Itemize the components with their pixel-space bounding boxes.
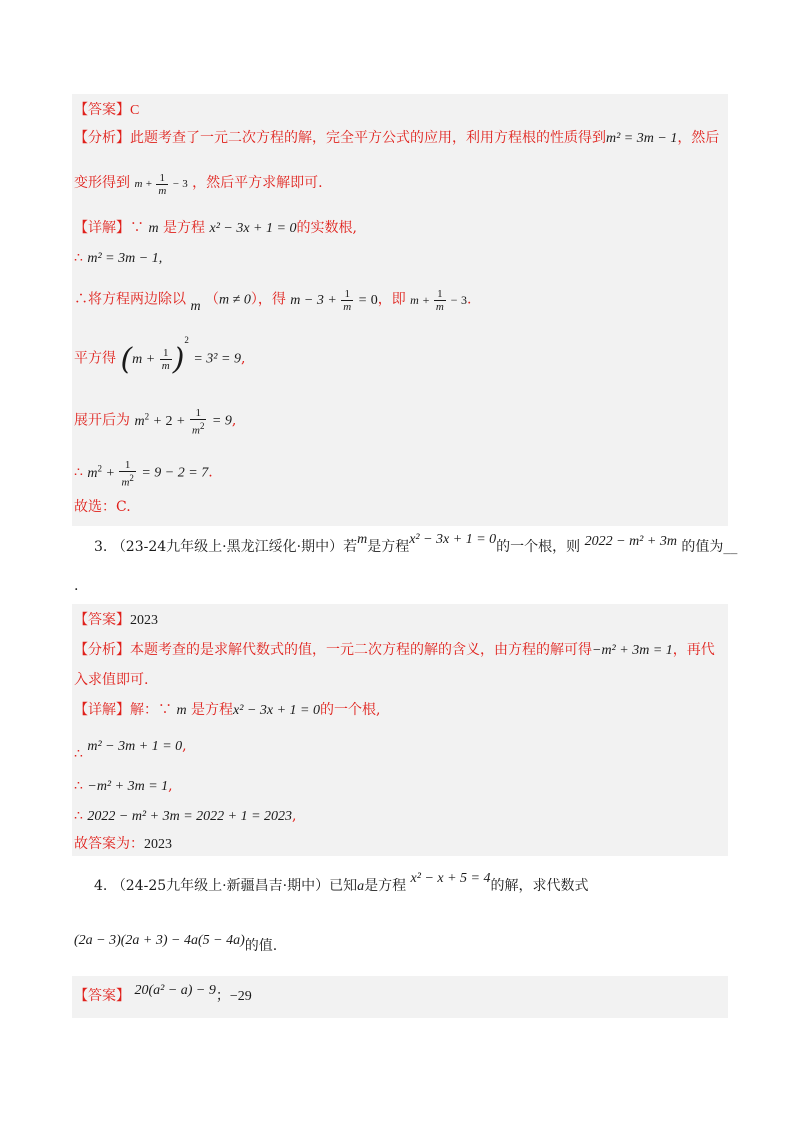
therefore-symbol: ∴ bbox=[74, 250, 83, 266]
q2-answer-line bbox=[74, 100, 139, 121]
q3-detail-line-1: 【详解】解：∵ m 是方程x² − 3x + 1 = 0的一个根, bbox=[74, 702, 381, 718]
question-number: 3. bbox=[94, 539, 108, 555]
target-expression: (2a − 3)(2a + 3) − 4a(5 − 4a) bbox=[74, 933, 245, 948]
answer-value: 2023 bbox=[130, 613, 158, 628]
divided-equation: m − 3 + $\frac{1}{m}$ = 0 bbox=[290, 288, 378, 313]
q2-step-2: ∴将方程两边除以 m （m ≠ 0），得 m − 3 + $\frac{1}{m}$ = 0，即 m + $\frac{1}{m}$ − 3. bbox=[74, 288, 472, 314]
equation: x² − 3x + 1 = 0 bbox=[209, 221, 297, 236]
equation: x² − 3x + 1 = 0 bbox=[409, 532, 497, 547]
q2-step-5: ∴ $m^2$ + $\frac{1}{m^2}$ = 9 − 2 = 7. bbox=[74, 458, 213, 489]
question-number: 4. bbox=[94, 878, 108, 894]
q2-step-3: 平方得 (m + $\frac{1}{m}$ )$^2$ = 3² = 9, bbox=[74, 335, 246, 377]
expanded-expression: $m^2 + 2$ + $\frac{1}{m^2}$ bbox=[134, 406, 205, 437]
answer-value: C bbox=[130, 103, 140, 118]
squared-expression: (m + $\frac{1}{m}$ )$^2$ bbox=[120, 335, 189, 377]
q2-detail-line-1: 【详解】∵ m 是方程 x² − 3x + 1 = 0的实数根, bbox=[74, 220, 357, 236]
q2-analysis-line-1: 【分析】此题考查了一元二次方程的解，完全平方公式的应用，利用方程根的性质得到m² = 3m − 1，然后 bbox=[74, 130, 720, 146]
fraction-expression: m + $\frac{1}{m}$ − 3 bbox=[134, 172, 188, 197]
answer-expression: 20(a² − a) − 9 bbox=[134, 983, 216, 998]
q4-question: 4. （24-25九年级上·新疆昌吉·期中）已知a是方程 x² − x + 5 = 4的解，求代数式 bbox=[94, 871, 589, 894]
q3-answer-line: 【答案】2023 bbox=[74, 612, 158, 628]
q2-step-1: ∴ m² = 3m − 1, bbox=[74, 250, 163, 266]
q4-expression-line: (2a − 3)(2a + 3) − 4a(5 − 4a)的值. bbox=[74, 933, 278, 954]
analysis-tag: 【分析】 bbox=[74, 130, 130, 146]
q2-conclusion: 故选：C. bbox=[74, 499, 131, 515]
result-expression: m + $\frac{1}{m}$ − 3 bbox=[410, 288, 467, 314]
target-expression: 2022 − m² + 3m bbox=[584, 534, 677, 549]
q3-analysis-line-2: 入求值即可. bbox=[74, 672, 149, 688]
equation: x² − x + 5 = 4 bbox=[410, 871, 491, 886]
answer-value: −29 bbox=[229, 989, 252, 1004]
q3-step-3: ∴ 2022 − m² + 3m = 2022 + 1 = 2023, bbox=[74, 808, 297, 824]
detail-tag: 【详解】 bbox=[74, 220, 130, 236]
q3-question: 3. （23-24九年级上·黑龙江绥化·期中）若m是方程x² − 3x + 1 = 0的一个根，则 2022 − m² + 3m 的值为__ bbox=[94, 532, 738, 555]
final-expression: $m^2$ + $\frac{1}{m^2}$ bbox=[87, 458, 134, 489]
analysis-formula: m² = 3m − 1 bbox=[606, 131, 678, 146]
q2-step-4: 展开后为 $m^2 + 2$ + $\frac{1}{m^2}$ = 9, bbox=[74, 406, 237, 437]
q3-step-1: ∴ m² − 3m + 1 = 0, bbox=[74, 738, 187, 762]
q4-answer-line: 【答案】 20(a² − a) − 9；−29 bbox=[74, 983, 252, 1004]
q3-trailing-period: . bbox=[74, 578, 79, 594]
q3-step-2: ∴ −m² + 3m = 1, bbox=[74, 778, 173, 794]
q3-final-answer: 故答案为：2023 bbox=[74, 836, 172, 852]
q2-analysis-line-2: 变形得到 m + $\frac{1}{m}$ − 3 ，然后平方求解即可. bbox=[74, 172, 323, 197]
answer-blank: __ bbox=[723, 539, 738, 555]
q3-analysis-line-1: 【分析】本题考查的是求解代数式的值，一元二次方程的解的含义，由方程的解可得−m² + 3m = 1，再代 bbox=[74, 642, 715, 658]
answer-tag: 【答案】 bbox=[74, 102, 130, 118]
